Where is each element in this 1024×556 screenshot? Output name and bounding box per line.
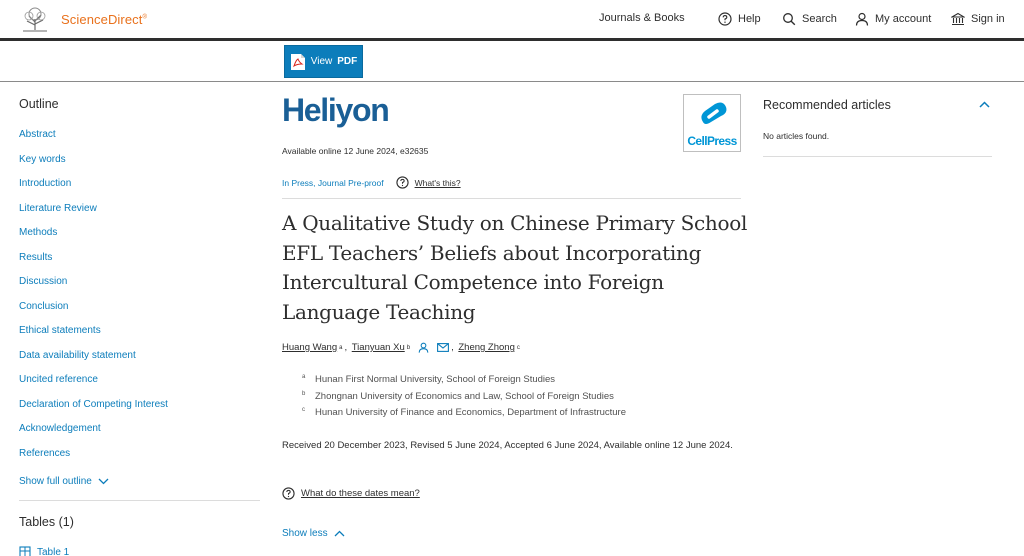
dates-question-label: What do these dates mean? bbox=[301, 488, 420, 499]
article-dates: Received 20 December 2023, Revised 5 June 2024, Accepted 6 June 2024, Available online 12 June 2024. bbox=[282, 440, 733, 451]
nav-help[interactable] bbox=[718, 12, 761, 26]
sidebar-divider bbox=[19, 500, 260, 501]
show-less-button[interactable] bbox=[282, 528, 345, 539]
outline-item-data-availability[interactable]: Data availability statement bbox=[19, 349, 136, 361]
outline-item-conclusion[interactable]: Conclusion bbox=[19, 300, 69, 312]
affiliation-text: Hunan First Normal University, School of Foreign Studies bbox=[315, 374, 556, 385]
article-toolbar bbox=[0, 41, 1024, 82]
recommended-empty-state: No articles found. bbox=[763, 131, 830, 141]
nav-my-account[interactable] bbox=[855, 12, 931, 26]
pdf-label: PDF bbox=[337, 56, 358, 67]
affiliation-item bbox=[302, 374, 626, 391]
nav-journals-label: Journals & Books bbox=[599, 12, 685, 24]
chevron-down-icon bbox=[98, 478, 109, 485]
outline-item-abstract[interactable]: Abstract bbox=[19, 129, 56, 140]
table-link-label: Table 1 bbox=[37, 546, 70, 556]
outline-item-introduction[interactable]: Introduction bbox=[19, 178, 72, 189]
whats-this-link[interactable]: What's this? bbox=[414, 177, 461, 188]
outline-item-results[interactable]: Results bbox=[19, 251, 53, 263]
brand-name[interactable]: ScienceDirect® bbox=[61, 12, 148, 27]
author-affil-sup: b bbox=[406, 344, 411, 351]
publisher-logo[interactable] bbox=[683, 94, 741, 152]
affiliation-text: Hunan University of Finance and Economics, Department of Infrastructure bbox=[315, 407, 627, 418]
view-label: View bbox=[310, 56, 333, 67]
outline-item-acknowledgement[interactable]: Acknowledgement bbox=[19, 423, 101, 434]
dates-question-link[interactable] bbox=[282, 487, 420, 500]
nav-search[interactable] bbox=[782, 12, 837, 26]
affiliation-text: Zhongnan University of Economics and Law, School of Foreign Studies bbox=[315, 390, 614, 402]
author-link[interactable]: Tianyuan Xu bbox=[351, 342, 405, 353]
affiliation-sup: b bbox=[302, 390, 306, 397]
author-link[interactable]: Huang Wang bbox=[282, 342, 338, 353]
article-status-row bbox=[282, 176, 461, 189]
recommended-articles-heading: Recommended articles bbox=[763, 98, 891, 112]
nav-sign-in[interactable] bbox=[951, 12, 1005, 26]
article-header-divider bbox=[282, 198, 741, 199]
nav-help-label: Help bbox=[738, 13, 761, 25]
nav-journals-books[interactable] bbox=[599, 12, 685, 24]
outline-item-literature-review[interactable]: Literature Review bbox=[19, 202, 97, 214]
institution-icon bbox=[951, 12, 965, 26]
cellpress-emblem-icon bbox=[697, 100, 729, 130]
cellpress-wordmark: CellPress bbox=[687, 134, 737, 148]
article-status[interactable]: In Press, Journal Pre-proof bbox=[282, 177, 384, 188]
author-link[interactable]: Zheng Zhong bbox=[458, 342, 515, 353]
pdf-file-icon bbox=[290, 53, 306, 71]
available-online: Available online 12 June 2024, e32635 bbox=[282, 146, 429, 156]
author-list bbox=[282, 342, 520, 353]
chevron-up-icon[interactable] bbox=[978, 98, 991, 111]
outline-heading: Outline bbox=[19, 97, 59, 111]
author-affil-sup: c bbox=[516, 344, 520, 351]
outline-item-methods[interactable]: Methods bbox=[19, 227, 58, 238]
journal-logo[interactable]: Heliyon bbox=[282, 92, 389, 128]
help-circle-icon bbox=[396, 176, 409, 189]
search-icon bbox=[782, 12, 796, 26]
affiliation-list bbox=[302, 374, 626, 424]
table-icon bbox=[19, 546, 31, 556]
top-header bbox=[0, 0, 1024, 38]
article-title: A Qualitative Study on Chinese Primary School EFL Teachers’ Beliefs about Incorporating Intercultural Competence into Foreign Language Teaching bbox=[282, 211, 748, 324]
affiliation-item bbox=[302, 407, 626, 424]
show-less-label: Show less bbox=[282, 528, 328, 539]
outline-item-competing-interest[interactable]: Declaration of Competing Interest bbox=[19, 398, 168, 410]
elsevier-tree-logo[interactable] bbox=[20, 6, 50, 32]
chevron-up-icon bbox=[334, 530, 345, 537]
outline-item-uncited-reference[interactable]: Uncited reference bbox=[19, 374, 98, 385]
outline-list bbox=[19, 128, 168, 471]
affiliation-sup: a bbox=[302, 374, 306, 380]
help-circle-icon bbox=[282, 487, 295, 500]
show-full-outline-label: Show full outline bbox=[19, 476, 92, 487]
view-pdf-button[interactable] bbox=[284, 45, 363, 78]
outline-item-discussion[interactable]: Discussion bbox=[19, 276, 68, 287]
help-circle-icon bbox=[718, 12, 732, 26]
outline-item-ethical-statements[interactable]: Ethical statements bbox=[19, 325, 101, 336]
show-full-outline-button[interactable] bbox=[19, 476, 109, 487]
author-separator: , bbox=[451, 342, 457, 353]
person-icon bbox=[855, 12, 869, 26]
mail-icon[interactable] bbox=[437, 343, 449, 352]
nav-search-label: Search bbox=[802, 13, 837, 25]
table-link[interactable] bbox=[19, 546, 69, 556]
affiliation-item bbox=[302, 391, 626, 408]
affiliation-sup: c bbox=[302, 407, 305, 413]
tables-heading: Tables (1) bbox=[19, 515, 74, 529]
author-separator: , bbox=[344, 342, 350, 353]
author-affil-sup: a bbox=[339, 344, 343, 351]
person-icon[interactable] bbox=[418, 342, 429, 353]
nav-my-account-label: My account bbox=[875, 13, 932, 25]
outline-item-key-words[interactable]: Key words bbox=[19, 153, 66, 165]
nav-sign-in-label: Sign in bbox=[971, 13, 1005, 25]
recommended-divider bbox=[763, 156, 992, 157]
outline-item-references[interactable]: References bbox=[19, 447, 71, 459]
